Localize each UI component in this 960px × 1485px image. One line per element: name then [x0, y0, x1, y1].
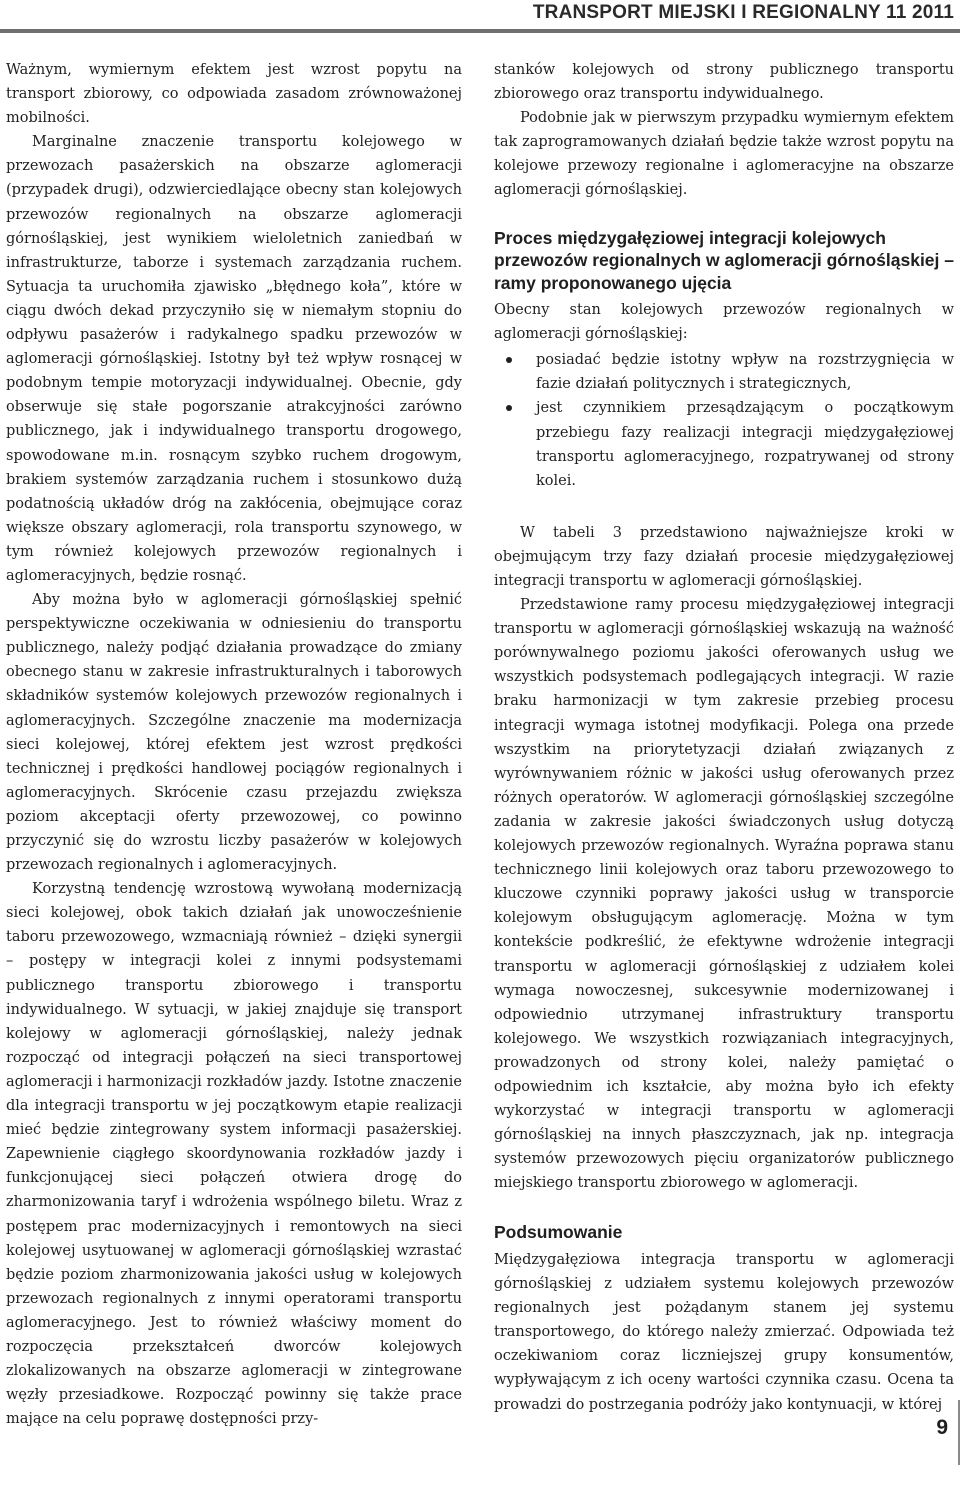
journal-issue: 11 2011 [886, 2, 954, 23]
journal-title: TRANSPORT MIEJSKI I REGIONALNY [532, 2, 881, 23]
section-lead: Obecny stan kolejowych przewozów regionalnych w aglomeracji górnośląskiej: [494, 302, 954, 343]
header-rule [0, 29, 960, 33]
body-paragraph: Ważnym, wymiernym efektem jest wzrost popytu na transport zbiorowy, co odpowiada zasadom zrównoważonej mobilności. [6, 62, 462, 127]
section-heading: Podsumowanie [494, 1222, 623, 1243]
left-column [6, 58, 462, 1431]
body-paragraph: W tabeli 3 przedstawiono najważniejsze kroki w obejmującym trzy fazy działań procesie międzygałęziowej integracji transportu w aglomeracji górnośląskiej. [494, 524, 954, 589]
bullet-item: jest czynnikiem przesądzającym o początkowym przebiegu fazy realizacji integracji międzygałęziowej transportu aglomeracyjnego, rozpatrywanej od strony kolei. [536, 396, 954, 492]
bullet-list [494, 348, 954, 493]
body-paragraph: Międzygałęziowa integracja transportu w aglomeracji górnośląskiej z udziałem systemu kolejowych przewozów regionalnych jest pożądanym stanem jej systemu transportowego, do którego należy zmierzać. Odpowiada też oczekiwaniom coraz liczniejszej grupy konsumentów, wypływającym z ich oceny wartości czynnika czasu. Ocena ta prowadzi do postrzegania podróży jako kontynuacji, w której [494, 1251, 954, 1413]
section-heading: Proces międzygałęziowej integracji kolejowych przewozów regionalnych w aglomeracji górnośląskiej – ramy proponowanego ujęcia [494, 227, 954, 293]
body-paragraph: Aby można było w aglomeracji górnośląskiej spełnić perspektywiczne oczekiwania w odniesieniu do transportu publicznego, należy podjąć działania prowadzące do zmiany obecnego stanu w zakresie infrastrukturalnych i taborowych składników systemów kolejowych przewozów regionalnych i aglomeracyjnych. Szczególne znaczenie ma modernizacja sieci kolejowej, której efektem jest wzrost prędkości technicznej i prędkości handlowej pociągów regionalnych i aglomeracyjnych. Skrócenie czasu przejazdu zwiększa poziom akceptacji oferty przewozowej, co powinno przyczynić się do wzrostu liczby pasażerów w kolejowych przewozach regionalnych i aglomeracyjnych. [6, 592, 462, 874]
body-paragraph: Podobnie jak w pierwszym przypadku wymiernym efektem tak zaprogramowanych działań będzie także wzrost popytu na kolejowe przewozy regionalne i aglomeracyjne na obszarze aglomeracji górnośląskiej. [494, 110, 954, 199]
bullet-item: posiadać będzie istotny wpływ na rozstrzygnięcia w fazie działań politycznych i strategicznych, [536, 348, 954, 396]
right-column [494, 58, 954, 1417]
body-paragraph: Korzystną tendencję wzrostową wywołaną modernizacją sieci kolejowej, obok takich działań jak unowocześnienie taboru przewozowego, wzmacniają również – dzięki synergii – postępy w integracji kolei z innymi podsystemami publicznego transportu zbiorowego i transportu indywidualnego. W sytuacji, w jakiej znajduje się transport kolejowy w aglomeracji górnośląskiej, należy jednak rozpocząć od integracji połączeń na sieci transportowej aglomeracji i harmonizacji rozkładów jazdy. Istotne znaczenie dla integracji transportu w jej początkowym etapie realizacji mieć będzie zintegrowany system informacji pasażerskiej. Zapewnienie ciągłego skoordynowania rozkładów jazdy i funkcjonującej sieci połączeń otwiera drogę do zharmonizowania taryf i wdrożenia wspólnego biletu. Wraz z postępem prac modernizacyjnych i remontowych na sieci kolejowej usytuowanej w aglomeracji górnośląskiej wzrastać będzie poziom zharmonizowania jakości usług w kolejowych przewozach regionalnych z innymi operatorami transportu aglomeracyjnego. Jest to również właściwy moment do rozpoczęcia przekształceń dworców kolejowych zlokalizowanych na obszarze aglomeracji w zintegrowane węzły przesiadkowe. Rozpocząć powinny się także prace mające na celu poprawę dostępności przy- [6, 881, 462, 1428]
body-paragraph: stanków kolejowych od strony publicznego transportu zbiorowego oraz transportu indywidualnego. [494, 62, 954, 103]
running-head [533, 2, 954, 24]
page-number: 9 [936, 1416, 948, 1439]
body-paragraph: Marginalne znaczenie transportu kolejowego w przewozach pasażerskich na obszarze aglomeracji (przypadek drugi), odzwierciedlające obecny stan kolejowych przewozów regionalnych na obszarze aglomeracji górnośląskiej, jest wynikiem wieloletnich zaniedbań w infrastrukturze, taborze i systemach zarządzania ruchem. Sytuacja ta uruchomiła zjawisko „błędnego koła”, które w ciągu dwóch dekad przyczyniło się w niemałym stopniu do odpływu pasażerów i radykalnego spadku przewozów w aglomeracji górnośląskiej. Istotny był też wpływ rosnącej w podobnym tempie motoryzacji indywidualnej. Obecnie, gdy obserwuje się stałe pogorszanie atrakcyjności zarówno publicznego, jak i indywidualnego transportu drogowego, spowodowane m.in. rosnącym szybko ruchem drogowym, brakiem systemów zarządzania ruchem i stosunkowo dużą podatnością układów dróg na zakłócenia, obejmujące coraz większe obszary aglomeracji, rola transportu szynowego, w tym również kolejowych przewozów regionalnych i aglomeracyjnych, będzie rosnąć. [6, 134, 462, 584]
body-paragraph: Przedstawione ramy procesu międzygałęziowej integracji transportu w aglomeracji górnośląskiej wskazują na ważność porównywalnego poziomu jakości oferowanych usług we wszystkich podsystemach podlegających integracji. W razie braku harmonizacji w tym zakresie przebieg procesu integracji wymaga istotnej modyfikacji. Polega ona przede wszystkim na priorytetyzacji działań związanych z wyrównywaniem różnic w jakości usług oferowanych przez różnych operatorów. W aglomeracji górnośląskiej szczególne zadania w zakresie jakości świadczonych usług dotyczą kolejowych przewozów regionalnych. Wyraźna poprawa stanu technicznego linii kolejowych oraz taboru przewozowego to kluczowe czynniki poprawy jakości usług w transporcie kolejowym obsługującym aglomerację. Można w tym kontekście podkreślić, że efektywne wdrożenie integracji transportu w aglomeracji górnośląskiej z udziałem kolei wymaga nowoczesnej, sukcesywnie modernizowanej i odpowiednio utrzymanej infrastruktury transportu kolejowego. We wszystkich rozwiązaniach integracyjnych, prowadzonych od strony kolei, należy pamiętać o odpowiednim ich kształcie, aby można było ich efekty wykorzystać w integracji transportu w aglomeracji górnośląskiej na innych płaszczyznach, jak np. integracja systemów przewozowych pięciu organizatorów publicznego miejskiego transportu zbiorowego w aglomeracji. [494, 597, 954, 1192]
